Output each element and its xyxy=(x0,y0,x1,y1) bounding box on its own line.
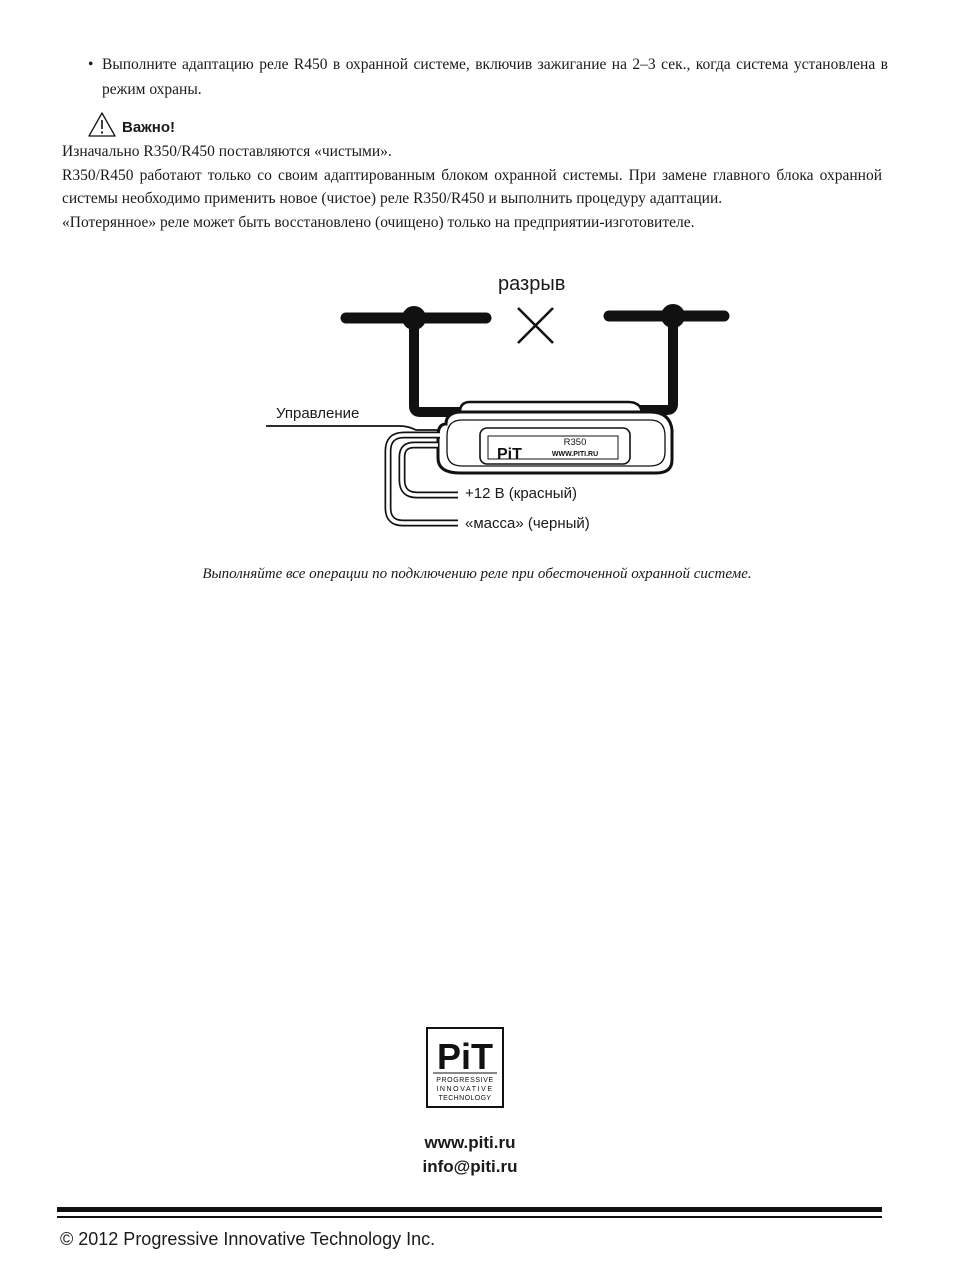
footer-rule-thick xyxy=(57,1207,882,1212)
ground-label: «масса» (черный) xyxy=(465,515,590,532)
logo-line-technology: TECHNOLOGY xyxy=(438,1095,492,1102)
website-link[interactable]: www.piti.ru xyxy=(424,1133,516,1152)
relay-brand-mark: PiT xyxy=(497,446,522,463)
paragraph-initial-state: Изначально R350/R450 поставляются «чистыми». xyxy=(62,143,392,160)
break-x-mark xyxy=(518,308,553,343)
break-label: разрыв xyxy=(498,273,566,295)
logo-line-innovative: INNOVATIVE xyxy=(436,1086,494,1093)
bullet-marker: • xyxy=(88,56,94,73)
warning-label: Важно! xyxy=(122,119,176,136)
control-wire xyxy=(266,426,440,430)
bullet-text: Выполните адаптацию реле R450 в охранной системе, включив зажигание на 2–3 сек., когда система установлена в режим охраны. xyxy=(102,56,888,98)
paragraph-adaptation: R350/R450 работают только со своим адаптированным блоком охранной системы. При замене главного блока охранной системы необходимо применить новое (чистое) реле R350/R450 и выполнить процедуру адаптации. xyxy=(62,166,882,207)
pit-logo xyxy=(426,1027,504,1108)
relay-device xyxy=(438,402,672,473)
logo-line-progressive: PROGRESSIVE xyxy=(436,1077,494,1084)
pit-logo-graphic xyxy=(426,1027,504,1108)
footer-rule-thin xyxy=(57,1216,882,1218)
control-label: Управление xyxy=(276,405,360,422)
diagram-caption: Выполняйте все операции по подключению реле при обесточенной охранной системе. xyxy=(202,566,752,582)
footer-contacts xyxy=(0,1131,940,1179)
paragraph-lost-relay: «Потерянное» реле может быть восстановлено (очищено) только на предприятии-изготовителе. xyxy=(62,213,695,231)
logo-brand: PiT xyxy=(436,1036,494,1077)
drop-wire-right xyxy=(636,316,673,410)
email-link[interactable]: info@piti.ru xyxy=(422,1157,518,1176)
power-label: +12 В (красный) xyxy=(465,485,577,502)
wiring-diagram-graphic xyxy=(0,0,954,560)
drop-wire-left xyxy=(414,318,466,412)
copyright-text: © 2012 Progressive Innovative Technology Inc. xyxy=(60,1229,436,1249)
relay-model: R350 xyxy=(563,437,587,448)
relay-url: WWW.PITI.RU xyxy=(551,451,599,458)
